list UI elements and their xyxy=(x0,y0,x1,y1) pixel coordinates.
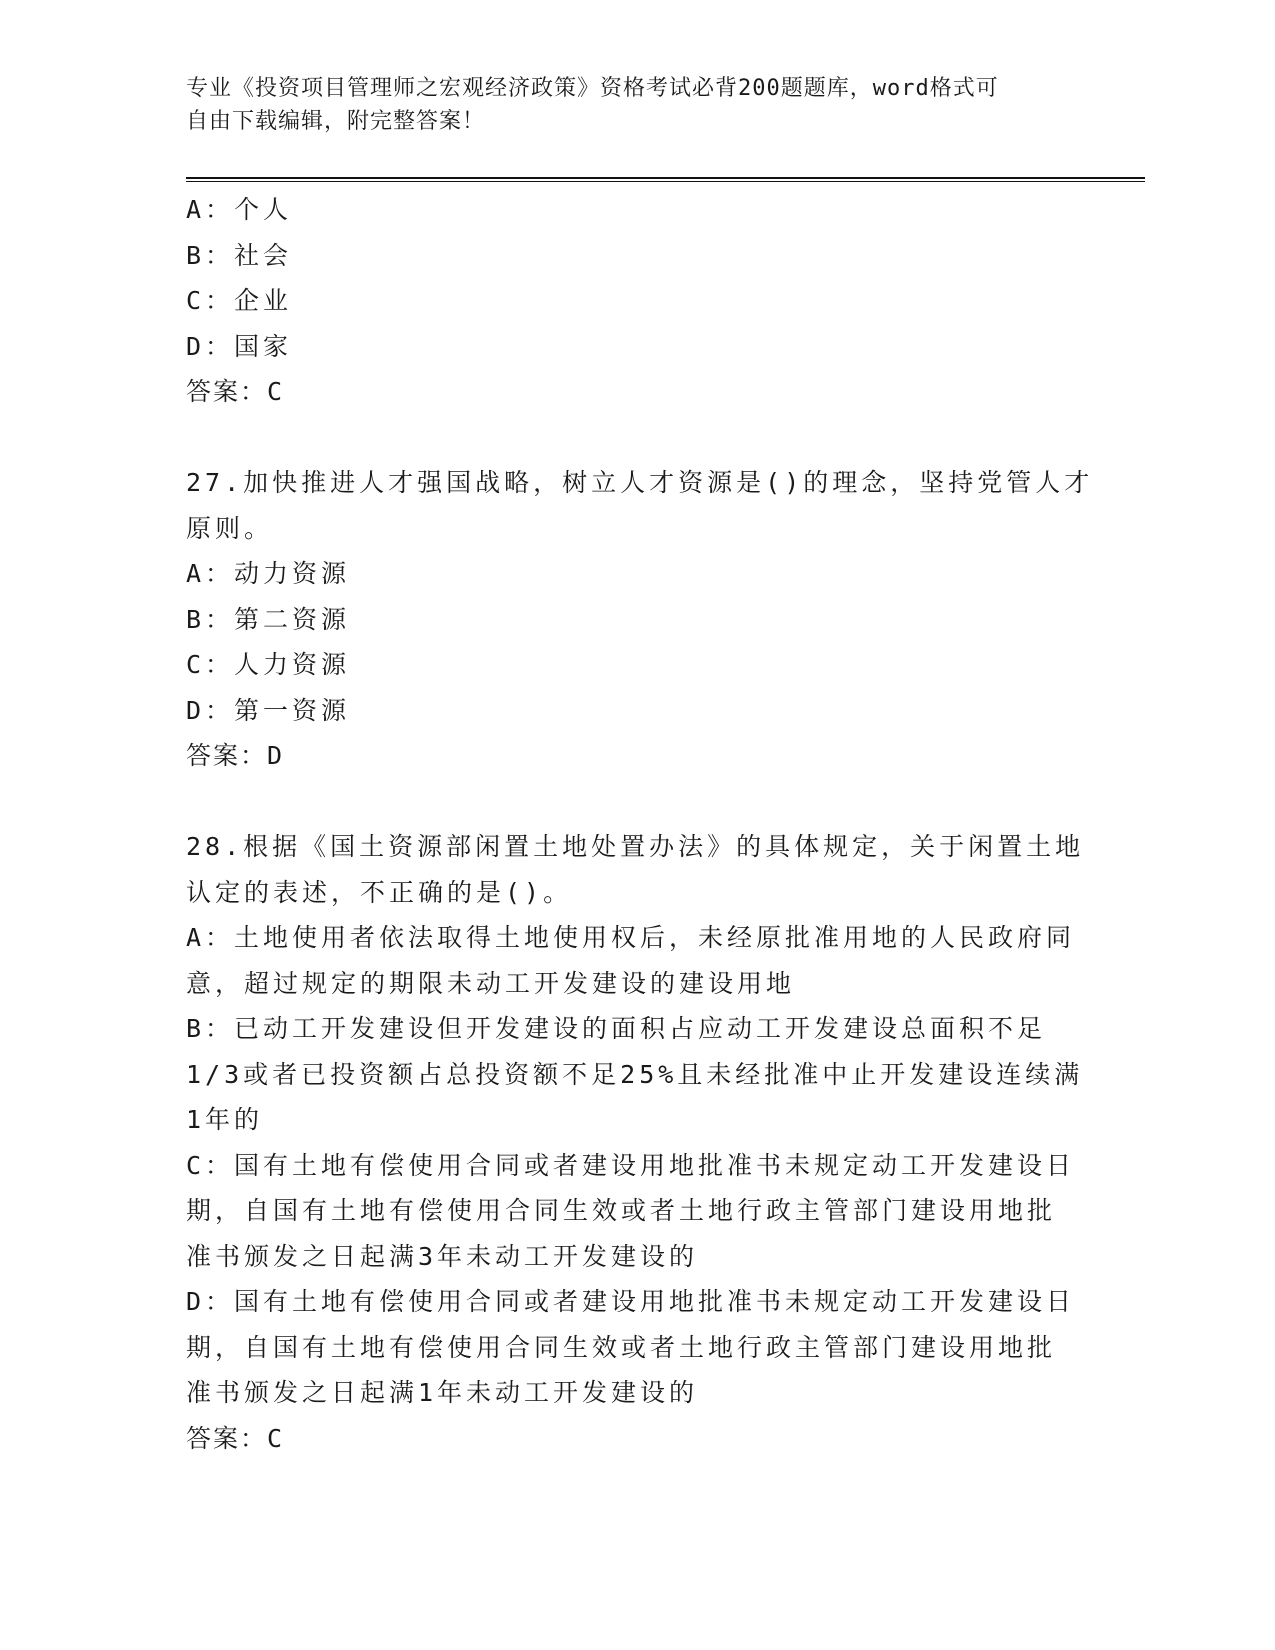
option-d: D：国家 xyxy=(186,331,293,361)
spacer xyxy=(186,415,1066,461)
spacer xyxy=(186,779,1066,825)
header-rule-thick xyxy=(186,177,1145,179)
option-c: C：国有土地有偿使用合同或者建设用地批准书未规定动工开发建设日 xyxy=(186,1150,1076,1180)
header-line-1: 专业《投资项目管理师之宏观经济政策》资格考试必背200题题库，word格式可 xyxy=(186,76,999,101)
option-d: D：国有土地有偿使用合同或者建设用地批准书未规定动工开发建设日 xyxy=(186,1287,1076,1316)
document-header xyxy=(186,72,1066,138)
header-rule-thin xyxy=(186,181,1145,182)
option-b: B：已动工开发建设但开发建设的面积占应动工开发建设总面积不足 xyxy=(186,1014,1047,1043)
question-stem: 28.根据《国土资源部闲置土地处置办法》的具体规定，关于闲置土地 xyxy=(186,832,1085,861)
option-a: A：个人 xyxy=(186,195,293,224)
question-28 xyxy=(186,824,1085,1461)
header-line-2: 自由下载编辑，附完整答案！ xyxy=(186,109,486,134)
answer: 答案：C xyxy=(186,1423,285,1453)
question-27 xyxy=(186,460,1094,779)
option-c: 期，自国有土地有偿使用合同生效或者土地行政主管部门建设用地批 xyxy=(186,1196,1057,1225)
option-d: 期，自国有土地有偿使用合同生效或者土地行政主管部门建设用地批 xyxy=(186,1332,1057,1362)
question-stem: 27.加快推进人才强国战略，树立人才资源是()的理念，坚持党管人才 xyxy=(186,468,1094,497)
question-26 xyxy=(186,187,1066,415)
question-stem: 原则。 xyxy=(186,513,274,543)
option-d: 准书颁发之日起满1年未动工开发建设的 xyxy=(186,1378,699,1407)
option-b: B：社会 xyxy=(186,240,293,270)
option-c: 准书颁发之日起满3年未动工开发建设的 xyxy=(186,1241,699,1271)
answer: 答案：C xyxy=(186,377,285,406)
option-b: 1年的 xyxy=(186,1105,264,1134)
option-a: 意，超过规定的期限未动工开发建设的建设用地 xyxy=(186,968,796,998)
option-c: C：企业 xyxy=(186,286,293,315)
option-a: A：动力资源 xyxy=(186,559,351,588)
option-d: D：第一资源 xyxy=(186,695,351,725)
question-stem: 认定的表述，不正确的是()。 xyxy=(186,877,573,907)
option-a: A：土地使用者依法取得土地使用权后，未经原批准用地的人民政府同 xyxy=(186,923,1076,952)
option-b: 1/3或者已投资额占总投资额不足25%且未经批准中止开发建设连续满 xyxy=(186,1059,1084,1089)
option-c: C：人力资源 xyxy=(186,650,351,679)
question-content xyxy=(186,187,1094,1461)
option-b: B：第二资源 xyxy=(186,604,351,634)
answer: 答案：D xyxy=(186,741,285,770)
